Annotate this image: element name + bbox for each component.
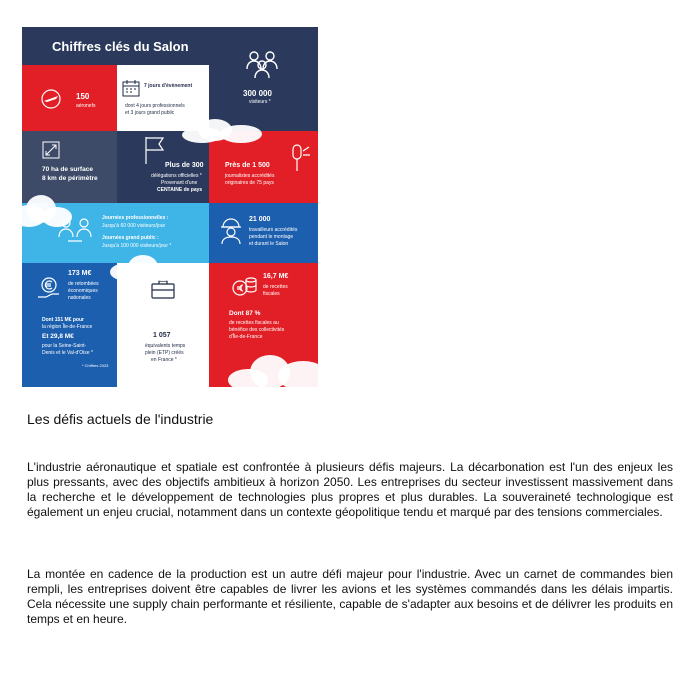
- economic-line4: Dont 151 M€ pour: [42, 317, 84, 323]
- surface-line2: 8 km de périmètre: [42, 175, 98, 182]
- cloud-decoration: [228, 355, 318, 387]
- tax-line3: Dont 87 %: [229, 310, 261, 317]
- journalists-line1: journalistes accrédités: [225, 173, 275, 179]
- people-icon: [245, 49, 279, 79]
- jobs-line1: équivalents temps: [145, 343, 186, 349]
- tax-value: 16,7 M€: [263, 273, 289, 280]
- delegations-line1: délégations officielles *: [151, 173, 202, 179]
- briefcase-icon: [151, 279, 175, 299]
- workers-line2: pendant le montage: [249, 234, 294, 240]
- flag-icon: [143, 135, 167, 165]
- airplane-icon: [38, 89, 64, 109]
- delegations-line2: Provenant d'une: [161, 180, 198, 186]
- economic-line5: la région Île-de-France: [42, 324, 93, 330]
- calendar-icon: [122, 79, 140, 97]
- pro-days-line4: Jusqu'à 100 000 visiteurs/jour *: [102, 243, 172, 249]
- tax-line4: de recettes fiscales au: [229, 320, 279, 326]
- euro-coins-icon: [231, 275, 257, 297]
- pro-days-line3: Journées grand public :: [102, 235, 159, 241]
- economic-tile: [22, 263, 117, 387]
- workers-line3: et durant le Salon: [249, 241, 289, 247]
- jobs-tile: [117, 263, 209, 387]
- pro-days-line1: Journées professionnelles :: [102, 215, 169, 221]
- pro-days-line2: Jusqu'à 60 000 visiteurs/jour: [102, 223, 166, 229]
- euro-hand-icon: [36, 275, 62, 301]
- economic-line1: de retombées: [68, 281, 99, 287]
- paragraph-decarbonation: L'industrie aéronautique et spatiale est confrontée à plusieurs défis majeurs. La décarbonation est l'un des enjeux les plus pressants, avec des objectifs ambitieux à horizon 2050. Les entreprises du secteur investissent massivement dans la recherche et le développement de technologies plus propres et plus durables. La souveraineté technologique est également un enjeu crucial, notamment dans un contexte géopolitique tendu et marqué par des tensions commerciales.: [27, 460, 673, 519]
- aircraft-tile: [22, 65, 117, 131]
- visitors-tile: [209, 27, 318, 131]
- economic-value: 173 M€: [68, 270, 92, 277]
- economic-line2: économiques: [68, 288, 98, 294]
- economic-line6: Et 29,8 M€: [42, 333, 74, 340]
- jobs-line3: en France *: [151, 357, 177, 363]
- surface-tile: [22, 131, 117, 203]
- journalists-line2: originaires de 75 pays: [225, 180, 274, 186]
- journalists-value: Près de 1 500: [225, 162, 270, 169]
- microphone-icon: [289, 143, 311, 173]
- tax-line5: bénéfice des collectivités: [229, 327, 285, 333]
- tax-line1: de recettes: [263, 284, 288, 290]
- expand-icon: [42, 141, 60, 159]
- jobs-value: 1 057: [153, 332, 171, 339]
- days-value: 7 jours d'évènement: [144, 83, 193, 89]
- workers-value: 21 000: [249, 216, 271, 223]
- workers-tile: [209, 203, 318, 263]
- aircraft-value: 150: [76, 92, 90, 101]
- jobs-line2: plein (ETP) créés: [145, 350, 184, 356]
- days-line2: et 3 jours grand public: [125, 110, 175, 116]
- infographic-title: Chiffres clés du Salon: [52, 39, 189, 54]
- infographic-title-tile: [22, 27, 209, 65]
- section-heading: Les défis actuels de l'industrie: [27, 411, 214, 427]
- visitors-label: visiteurs *: [249, 99, 271, 105]
- key-figures-infographic: [22, 27, 318, 387]
- cloud-decoration: [22, 195, 72, 229]
- economic-line8: Denis et le Val-d'Oise *: [42, 350, 93, 356]
- cloud-decoration: [182, 119, 262, 143]
- tax-line6: d'Île-de-France: [229, 334, 263, 340]
- tax-line2: fiscales: [263, 291, 280, 297]
- delegations-value: Plus de 300: [165, 162, 204, 169]
- aircraft-label: aéronefs: [76, 103, 96, 109]
- workers-line1: travailleurs accrédités: [249, 227, 298, 233]
- worker-helmet-icon: [219, 217, 243, 245]
- days-line1: dont 4 jours professionnels: [125, 103, 185, 109]
- delegations-line3: CENTAINE de pays: [157, 187, 203, 193]
- economic-note: * Chiffres 2023: [82, 363, 109, 368]
- economic-line3: nationales: [68, 295, 91, 301]
- visitors-value: 300 000: [243, 89, 272, 98]
- cloud-decoration: [110, 255, 180, 281]
- paragraph-production: La montée en cadence de la production est un autre défi majeur pour l'industrie. Avec un carnet de commandes bien rempli, les entreprises doivent être capables de livrer les avions et les systèmes commandés dans les délais impartis. Cela nécessite une supply chain performante et résiliente, capable de s'adapter aux besoins et de délivrer les produits en temps et en heure.: [27, 567, 673, 626]
- surface-line1: 70 ha de surface: [42, 166, 93, 173]
- economic-line7: pour la Seine-Saint-: [42, 343, 87, 349]
